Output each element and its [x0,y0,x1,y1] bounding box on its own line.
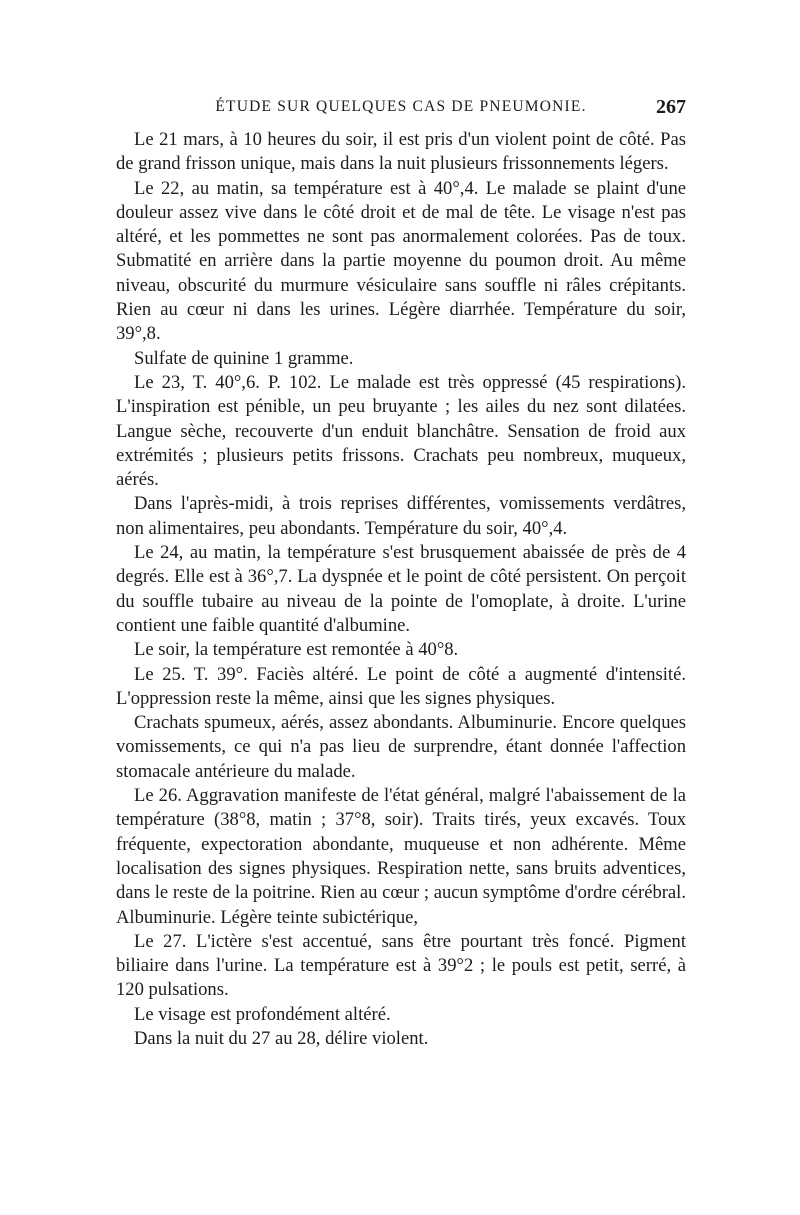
paragraph-day-22: Le 22, au matin, sa température est à 40°,4. Le malade se plaint d'une douleur assez vive dans le côté droit et de mal de tête. Le visage n'est pas altéré, et les pommettes ne sont pas anormalement colorées. Pas de toux. Submatité en arrière dans la partie moyenne du poumon droit. Au même niveau, obscurité du murmure vésiculaire sans souffle ni râles crépitants. Rien au cœur ni dans les urines. Légère diarrhée. Température du soir, 39°,8. [116,177,686,345]
paragraph-day-24: Le 24, au matin, la température s'est brusquement abaissée de près de 4 degrés. Elle est à 36°,7. La dyspnée et le point de côté persistent. On perçoit du souffle tubaire au niveau de la pointe de l'omoplate, à droite. L'urine contient une faible quantité d'albumine. [116,542,686,636]
running-title: ÉTUDE SUR QUELQUES CAS DE PNEUMONIE. [215,98,587,115]
paragraph-day-26: Le 26. Aggravation manifeste de l'état général, malgré l'abaissement de la température (38°8, matin ; 37°8, soir). Traits tirés, yeux excavés. Toux fréquente, expectoration abondante, muqueuse et non adhérente. Même localisation des signes physiques. Respiration nette, sans bruits adventices, dans le reste de la poitrine. Rien au cœur ; aucun symptôme d'ordre cérébral. Albuminurie. Légère teinte subictérique, [116,785,686,928]
page-number: 267 [656,96,686,118]
body-text [116,128,686,1051]
paragraph-day-24-evening: Le soir, la température est remontée à 40°8. [134,639,459,661]
paragraph-day-23: Le 23, T. 40°,6. P. 102. Le malade est très oppressé (45 respirations). L'inspiration est pénible, un peu bruyante ; les ailes du nez sont dilatées. Langue sèche, recouverte d'un enduit blanchâtre. Sensation de froid aux extrémités ; plusieurs petits frissons. Crachats peu nombreux, muqueux, aérés. [116,371,686,491]
paragraph-day-25-sputum: Crachats spumeux, aérés, assez abondants. Albuminurie. Encore quelques vomissements, ce qui n'a pas lieu de surprendre, étant donnée l'affection stomacale antérieure du malade. [116,712,686,782]
paragraph-night: Dans la nuit du 27 au 28, délire violent. [134,1027,429,1049]
paragraph-face: Le visage est profondément altéré. [134,1003,391,1025]
paragraph-day-27: Le 27. L'ictère s'est accentué, sans être pourtant très foncé. Pigment biliaire dans l'urine. La température est à 39°2 ; le pouls est petit, serré, à 120 pulsations. [116,930,686,1001]
paragraph-day-23-afternoon: Dans l'après-midi, à trois reprises différentes, vomissements verdâtres, non alimentaires, peu abondants. Température du soir, 40°,4. [116,493,686,539]
paragraph-treatment: Sulfate de quinine 1 gramme. [134,347,354,369]
running-head [116,96,686,120]
paragraph-onset: Le 21 mars, à 10 heures du soir, il est pris d'un violent point de côté. Pas de grand frisson unique, mais dans la nuit plusieurs frissonnements légers. [116,129,686,175]
paragraph-day-25: Le 25. T. 39°. Faciès altéré. Le point de côté a augmenté d'intensité. L'oppression reste la même, ainsi que les signes physiques. [116,663,686,709]
